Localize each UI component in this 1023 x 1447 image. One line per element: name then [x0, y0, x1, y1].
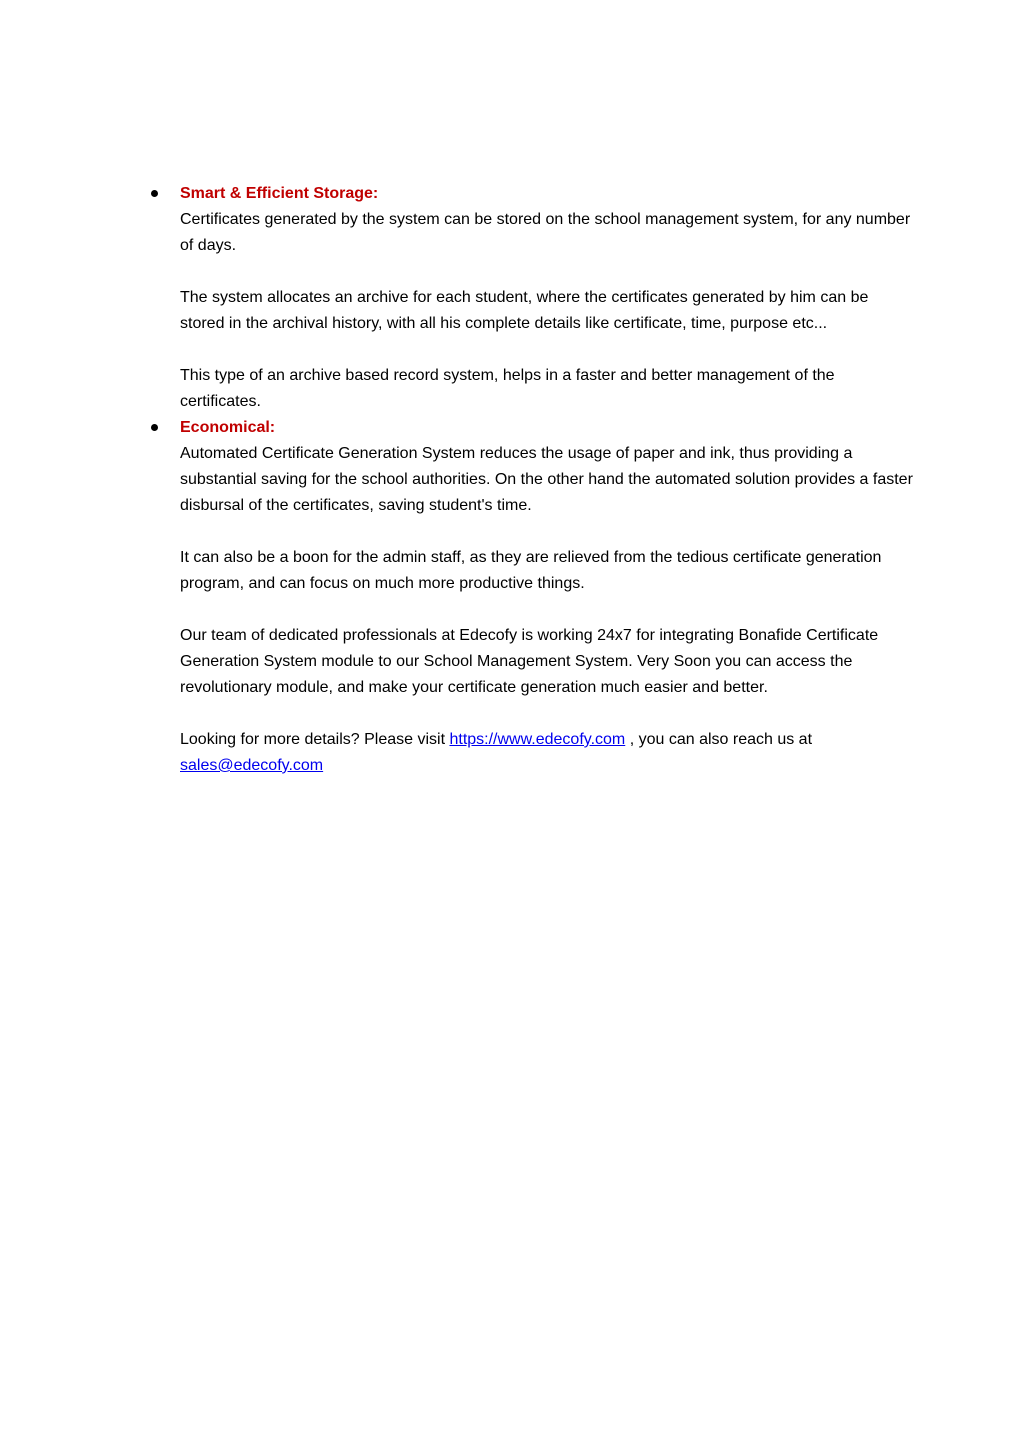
section-heading: Economical: [180, 419, 276, 436]
feature-list [180, 181, 915, 779]
paragraph: Our team of dedicated professionals at Edecofy is working 24x7 for integrating Bonafide Certificate Generation System module to our School Management System. Very Soon you can access the revolutionary module, and make your certificate generation much easier and better. [180, 627, 879, 696]
paragraph: Automated Certificate Generation System reduces the usage of paper and ink, thus providing a substantial saving for the school authorities. On the other hand the automated solution provides a faster disbursal of the certificates, saving student's time. [180, 445, 913, 514]
list-item-smart-storage [180, 181, 915, 415]
contact-prefix: Looking for more details? Please visit [180, 731, 450, 748]
website-link[interactable]: https://www.edecofy.com [449, 731, 626, 748]
contact-paragraph [180, 727, 915, 779]
bullet-icon [151, 424, 158, 431]
bullet-icon [151, 190, 158, 197]
paragraph: Certificates generated by the system can be stored on the school management system, for any number of days. [180, 211, 911, 254]
paragraph: It can also be a boon for the admin staff, as they are relieved from the tedious certificate generation program, and can focus on much more productive things. [180, 549, 882, 592]
email-link[interactable]: sales@edecofy.com [180, 757, 324, 774]
paragraph: This type of an archive based record system, helps in a faster and better management of the certificates. [180, 367, 835, 410]
list-item-economical [180, 415, 915, 779]
paragraph: The system allocates an archive for each student, where the certificates generated by him can be stored in the archival history, with all his complete details like certificate, time, purpose etc... [180, 289, 869, 332]
contact-middle: , you can also reach us at [625, 731, 813, 748]
section-heading: Smart & Efficient Storage: [180, 185, 379, 202]
